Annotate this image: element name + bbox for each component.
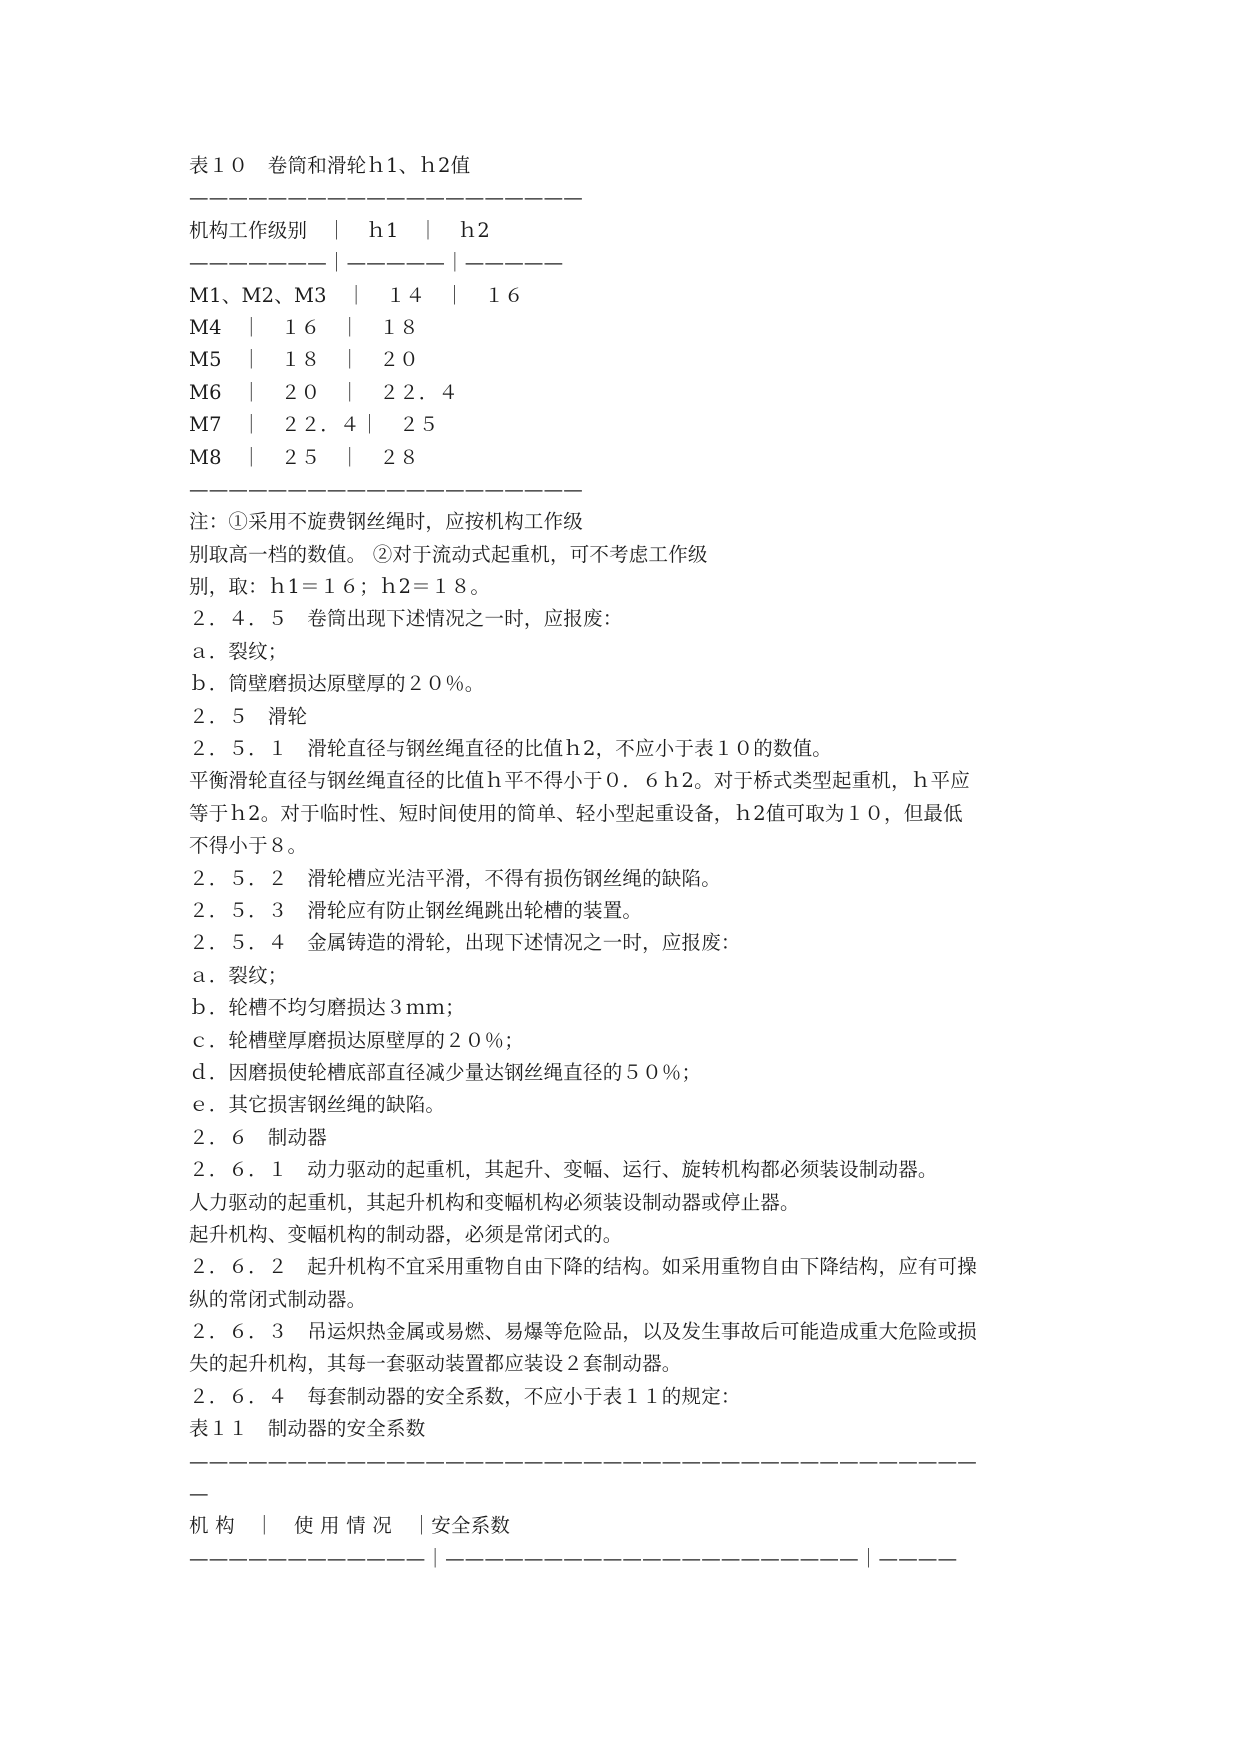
table-10-title: 表１０ 卷筒和滑轮ｈ1、ｈ2值 bbox=[189, 154, 471, 177]
table-10-row-m4: M4 ｜ １６ ｜ １８ bbox=[189, 315, 419, 339]
table-10-header-rule: ———————｜—————｜————— bbox=[189, 251, 564, 275]
clause-2-6-3: ２．６．３ 吊运炽热金属或易燃、易爆等危险品，以及发生事故后可能造成重大危险或损 bbox=[189, 1320, 978, 1344]
paragraph-line: 纵的常闭式制动器。 bbox=[189, 1287, 367, 1311]
table-11-top-rule-overflow: — bbox=[189, 1482, 209, 1506]
list-item-e: ｅ．其它损害钢丝绳的缺陷。 bbox=[189, 1093, 446, 1117]
table-11-top-rule: ———————————————————————————————————————— bbox=[189, 1449, 977, 1473]
table-10-top-rule: ———————————————————— bbox=[189, 186, 583, 210]
table-10-row-m8: M8 ｜ ２５ ｜ ２８ bbox=[189, 445, 419, 469]
table-10-row-m5: M5 ｜ １８ ｜ ２０ bbox=[189, 348, 419, 372]
note-line-3: 别，取：ｈ1＝１６；ｈ2＝１８。 bbox=[189, 575, 491, 599]
table-10-row-m6: M6 ｜ ２０ ｜ ２２．４ bbox=[189, 380, 459, 404]
note-line-2: 别取高一档的数值。 ②对于流动式起重机，可不考虑工作级 bbox=[189, 542, 708, 566]
list-item-a: ａ．裂纹； bbox=[189, 639, 288, 663]
list-item-b: ｂ．轮槽不均匀磨损达３ｍｍ； bbox=[189, 996, 465, 1020]
paragraph-line: 人力驱动的起重机，其起升机构和变幅机构必须装设制动器或停止器。 bbox=[189, 1190, 800, 1214]
note-line-1: 注：①采用不旋费钢丝绳时，应按机构工作级 bbox=[189, 510, 584, 534]
table-10-row-m7: M7 ｜ ２２．４｜ ２５ bbox=[189, 413, 439, 437]
table-11-title: 表１１ 制动器的安全系数 bbox=[189, 1417, 426, 1441]
table-10-bottom-rule: ———————————————————— bbox=[189, 477, 583, 501]
clause-2-5-4: ２．５．４ 金属铸造的滑轮，出现下述情况之一时，应报废： bbox=[189, 931, 741, 955]
clause-2-4-5: ２．４．５ 卷筒出现下述情况之一时，应报废： bbox=[189, 607, 623, 631]
clause-2-6-1: ２．６．１ 动力驱动的起重机，其起升、变幅、运行、旋转机构都必须装设制动器。 bbox=[189, 1158, 938, 1182]
clause-2-6-2: ２．６．２ 起升机构不宜采用重物自由下降的结构。如采用重物自由下降结构，应有可操 bbox=[189, 1255, 978, 1279]
table-11-header-rule: ————————————｜—————————————————————｜———— bbox=[189, 1546, 958, 1570]
clause-2-5-1: ２．５．１ 滑轮直径与钢丝绳直径的比值ｈ2，不应小于表１０的数值。 bbox=[189, 737, 833, 761]
table-11-header-row: 机 构 ｜ 使 用 情 况 ｜安全系数 bbox=[189, 1514, 511, 1538]
clause-2-6-4: ２．６．４ 每套制动器的安全系数，不应小于表１１的规定： bbox=[189, 1384, 741, 1408]
clause-2-5-2: ２．５．２ 滑轮槽应光洁平滑，不得有损伤钢丝绳的缺陷。 bbox=[189, 866, 721, 890]
table-10-row-m1-m3: M1、M2、M3 ｜ １４ ｜ １６ bbox=[189, 283, 524, 307]
clause-2-5-3: ２．５．３ 滑轮应有防止钢丝绳跳出轮槽的装置。 bbox=[189, 898, 643, 922]
paragraph-line: 等于ｈ2。对于临时性、短时间使用的简单、轻小型起重设备，ｈ2值可取为１０，但最低 bbox=[189, 801, 963, 825]
paragraph-line: 失的起升机构，其每一套驱动装置都应装设２套制动器。 bbox=[189, 1352, 682, 1376]
list-item-b: ｂ．筒壁磨损达原壁厚的２０％。 bbox=[189, 672, 485, 696]
paragraph-line: 起升机构、变幅机构的制动器，必须是常闭式的。 bbox=[189, 1222, 623, 1246]
document-body bbox=[189, 150, 1069, 1575]
section-heading-2-6: ２．６ 制动器 bbox=[189, 1125, 327, 1149]
paragraph-line: 不得小于８。 bbox=[189, 834, 308, 858]
list-item-a: ａ．裂纹； bbox=[189, 963, 288, 987]
list-item-d: ｄ．因磨损使轮槽底部直径减少量达钢丝绳直径的５０％； bbox=[189, 1060, 702, 1084]
section-heading-2-5: ２．５ 滑轮 bbox=[189, 704, 308, 728]
list-item-c: ｃ．轮槽壁厚磨损达原壁厚的２０％； bbox=[189, 1028, 524, 1052]
table-10-header-row: 机构工作级别 ｜ ｈ1 ｜ ｈ2 bbox=[189, 218, 491, 242]
paragraph-line: 平衡滑轮直径与钢丝绳直径的比值ｈ平不得小于０．６ｈ2。对于桥式类型起重机，ｈ平应 bbox=[189, 769, 970, 793]
